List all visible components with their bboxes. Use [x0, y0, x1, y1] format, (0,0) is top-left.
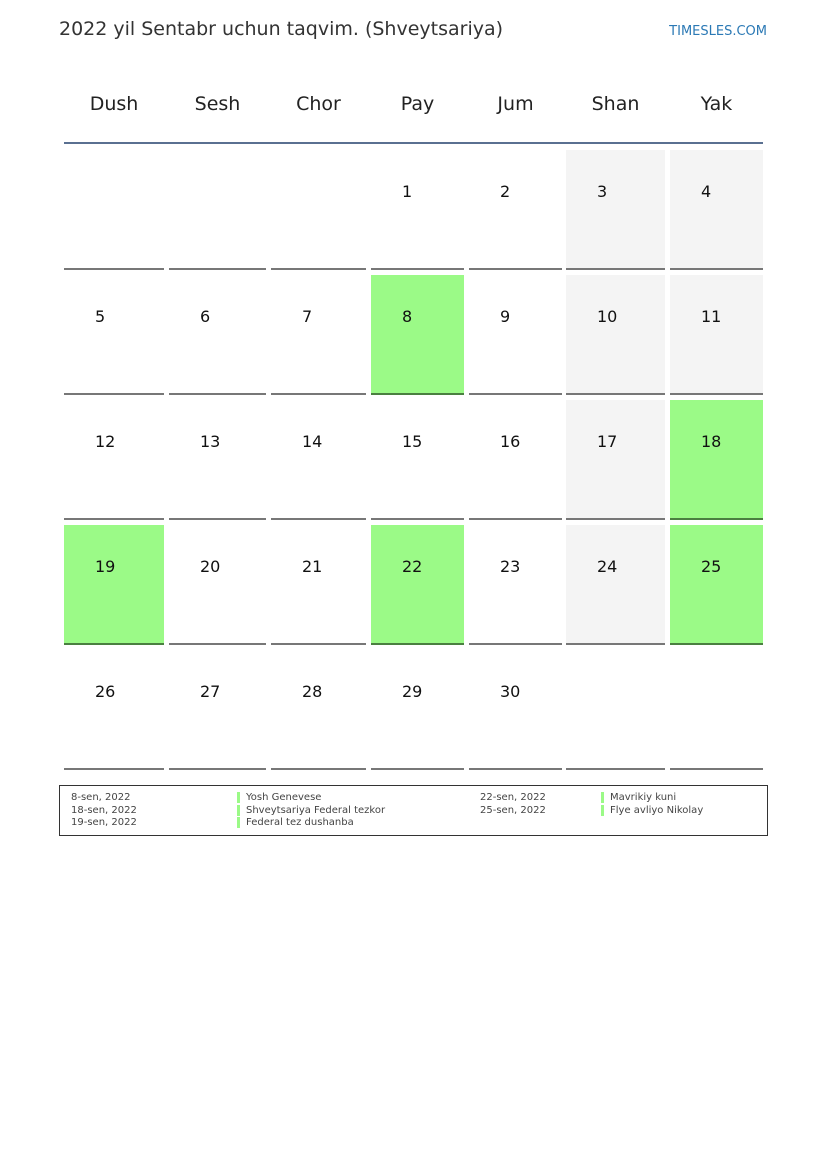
- day-number: 19: [95, 557, 116, 576]
- calendar-day-cell[interactable]: [469, 525, 562, 645]
- calendar-day-cell[interactable]: [64, 400, 164, 520]
- day-number: 4: [701, 182, 712, 201]
- legend-names-left: [237, 792, 385, 830]
- calendar-day-cell[interactable]: [169, 275, 266, 395]
- day-number: 7: [302, 307, 313, 326]
- holiday-legend: [59, 785, 768, 836]
- calendar-day-cell[interactable]: [469, 275, 562, 395]
- calendar-day-cell[interactable]: [169, 650, 266, 770]
- legend-holiday-name: Mavrikiy kuni: [601, 792, 676, 803]
- calendar-day-cell[interactable]: [469, 150, 562, 270]
- weekday-label: Yak: [700, 93, 733, 115]
- day-number: 3: [597, 182, 608, 201]
- legend-holiday-name: Flye avliyo Nikolay: [601, 805, 703, 816]
- legend-holiday-name: Federal tez dushanba: [237, 817, 354, 828]
- calendar-day-cell[interactable]: [271, 525, 366, 645]
- calendar-day-cell[interactable]: [169, 525, 266, 645]
- day-number: 25: [701, 557, 722, 576]
- legend-date: 25-sen, 2022: [480, 804, 546, 816]
- calendar-day-cell[interactable]: [469, 650, 562, 770]
- day-number: 23: [500, 557, 521, 576]
- legend-names-right: [601, 792, 703, 817]
- day-number: 8: [402, 307, 413, 326]
- calendar-day-cell[interactable]: [371, 400, 464, 520]
- day-number: 2: [500, 182, 511, 201]
- calendar-day-cell[interactable]: [566, 150, 665, 270]
- calendar-day-cell[interactable]: [64, 275, 164, 395]
- calendar-day-cell[interactable]: [566, 275, 665, 395]
- calendar-day-cell[interactable]: [670, 400, 763, 520]
- calendar-grid: [64, 150, 763, 770]
- calendar-day-cell[interactable]: [670, 275, 763, 395]
- legend-holiday-name: Yosh Genevese: [237, 792, 321, 803]
- calendar-day-cell[interactable]: [64, 650, 164, 770]
- site-link[interactable]: TIMESLES.COM: [669, 24, 767, 39]
- day-number: 17: [597, 432, 618, 451]
- day-number: 27: [200, 682, 221, 701]
- calendar-day-cell[interactable]: [566, 400, 665, 520]
- weekday-label: Pay: [400, 93, 435, 115]
- weekday-label: Chor: [296, 93, 341, 115]
- calendar-day-cell[interactable]: [271, 275, 366, 395]
- calendar-day-cell[interactable]: [371, 525, 464, 645]
- calendar-day-cell[interactable]: [64, 525, 164, 645]
- day-number: 11: [701, 307, 722, 326]
- day-number: 30: [500, 682, 521, 701]
- day-number: 10: [597, 307, 618, 326]
- calendar-empty-cell: [566, 650, 665, 770]
- calendar-empty-cell: [670, 650, 763, 770]
- weekday-label: Dush: [89, 93, 139, 115]
- legend-holiday-name: Shveytsariya Federal tezkor: [237, 805, 385, 816]
- legend-date: 22-sen, 2022: [480, 792, 546, 803]
- day-number: 14: [302, 432, 323, 451]
- weekday-label: Sesh: [194, 93, 241, 115]
- calendar-day-cell[interactable]: [469, 400, 562, 520]
- weekday-label: Jum: [497, 93, 534, 115]
- calendar-day-cell[interactable]: [670, 150, 763, 270]
- day-number: 16: [500, 432, 521, 451]
- calendar-day-cell[interactable]: [371, 275, 464, 395]
- day-number: 13: [200, 432, 221, 451]
- calendar-day-cell[interactable]: [371, 150, 464, 270]
- day-number: 21: [302, 557, 323, 576]
- calendar-day-cell[interactable]: [271, 400, 366, 520]
- day-number: 24: [597, 557, 618, 576]
- day-number: 22: [402, 557, 423, 576]
- calendar-day-cell[interactable]: [169, 400, 266, 520]
- day-number: 6: [200, 307, 211, 326]
- weekday-header: [64, 78, 763, 144]
- calendar-day-cell[interactable]: [670, 525, 763, 645]
- day-number: 26: [95, 682, 116, 701]
- legend-date: 19-sen, 2022: [71, 817, 137, 828]
- weekday-label: Shan: [591, 93, 640, 115]
- legend-dates-left: [71, 792, 137, 830]
- legend-dates-right: [480, 792, 546, 817]
- legend-date: 18-sen, 2022: [71, 804, 137, 816]
- legend-date: 8-sen, 2022: [71, 792, 131, 803]
- day-number: 18: [701, 432, 722, 451]
- page-title: 2022 yil Sentabr uchun taqvim. (Shveytsariya): [59, 18, 504, 40]
- day-number: 29: [402, 682, 423, 701]
- day-number: 5: [95, 307, 106, 326]
- day-number: 15: [402, 432, 423, 451]
- calendar-day-cell[interactable]: [371, 650, 464, 770]
- calendar-empty-cell: [271, 150, 366, 270]
- calendar-day-cell[interactable]: [566, 525, 665, 645]
- day-number: 28: [302, 682, 323, 701]
- day-number: 9: [500, 307, 511, 326]
- calendar-empty-cell: [64, 150, 164, 270]
- day-number: 12: [95, 432, 116, 451]
- calendar-empty-cell: [169, 150, 266, 270]
- day-number: 20: [200, 557, 221, 576]
- day-number: 1: [402, 182, 413, 201]
- calendar-day-cell[interactable]: [271, 650, 366, 770]
